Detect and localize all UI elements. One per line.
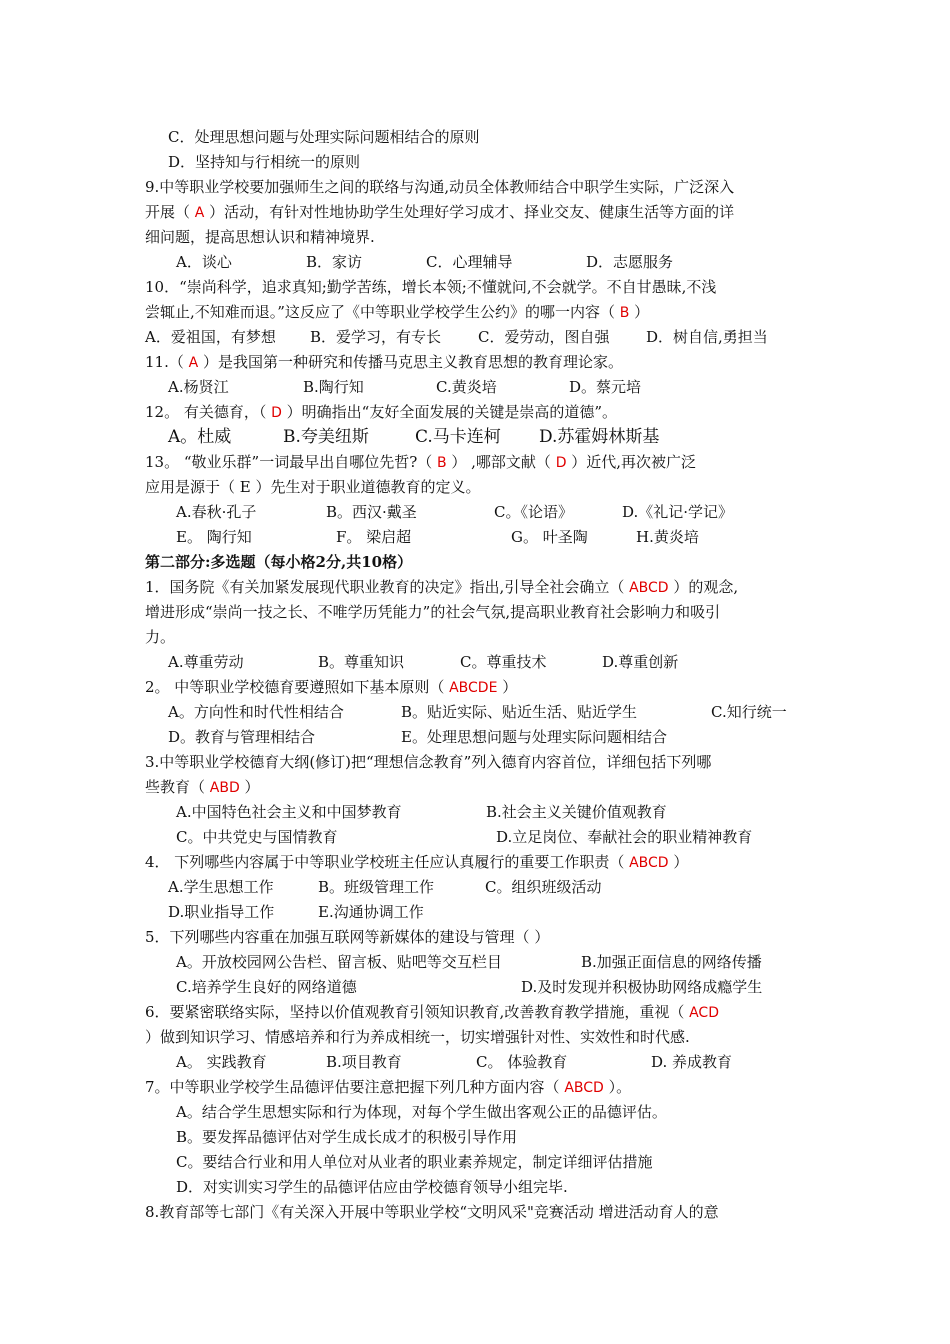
q9-stem-line3: 细问题，提高思想认识和精神境界. — [145, 228, 375, 246]
m6-options: A。 实践教育 B.项目教育 C。 体验教育 D. 养成教育 — [176, 1053, 733, 1071]
m7-option-b: B。要发挥品德评估对学生成长成才的积极引导作用 — [176, 1128, 518, 1146]
m8-stem-line1: 8.教育部等七部门《有关深入开展中等职业学校“文明风采"竞赛活动 增进活动育人的意 — [145, 1203, 719, 1221]
q13-options-row2: E。 陶行知 F。 梁启超 G。 叶圣陶 H.黄炎培 — [176, 528, 699, 546]
m2-stem: 2。 中等职业学校德育要遵照如下基本原则（ ABCDE ） — [145, 678, 518, 696]
m3-answer: ABD — [209, 780, 240, 796]
m2-answer: ABCDE — [449, 680, 498, 696]
q9-stem-line1: 9.中等职业学校要加强师生之间的联络与沟通,动员全体教师结合中职学生实际，广泛深入 — [145, 178, 735, 196]
m7-option-d: D．对实训实习学生的品德评估应由学校德育领导小组完毕. — [176, 1178, 568, 1196]
m1-answer: ABCD — [629, 580, 669, 596]
q10-options: A．爱祖国，有梦想 B．爱学习，有专长 C．爱劳动，图自强 D．树自信,勇担当 — [145, 328, 768, 346]
q11-options: A.杨贤江 B.陶行知 C.黄炎培 D。蔡元培 — [168, 378, 642, 396]
m5-options-row1: A。开放校园网公告栏、留言板、贴吧等交互栏目 B.加强正面信息的网络传播 — [176, 953, 762, 971]
m4-stem: 4． 下列哪些内容属于中等职业学校班主任应认真履行的重要工作职责（ ABCD ） — [145, 853, 689, 871]
m4-options-row1: A.学生思想工作 B。班级管理工作 C。组织班级活动 — [168, 878, 602, 896]
q13-answer-2: D — [555, 455, 567, 471]
m1-options: A.尊重劳动 B。尊重知识 C。尊重技术 D.尊重创新 — [168, 653, 679, 671]
q11-answer: A — [188, 355, 199, 371]
m7-answer: ABCD — [564, 1080, 604, 1096]
section-heading: 第二部分:多选题（每小格2分,共10格） — [145, 553, 413, 571]
q9-answer: A — [194, 205, 205, 221]
m3-options-row1: A.中国特色社会主义和中国梦教育 B.社会主义关键价值观教育 — [176, 803, 667, 821]
m7-option-c: C。要结合行业和用人单位对从业者的职业素养规定，制定详细评估措施 — [176, 1153, 653, 1171]
q9-options: A．谈心 B．家访 C．心理辅导 D．志愿服务 — [176, 253, 674, 271]
q9-stem-line2: 开展（ A ）活动，有针对性地协助学生处理好学习成才、择业交友、健康生活等方面的详 — [145, 203, 735, 221]
q13-stem-line2: 应用是源于（ E ）先生对于职业道德教育的定义。 — [145, 478, 481, 496]
q8-option-c: C．处理思想问题与处理实际问题相结合的原则 — [168, 128, 480, 146]
m3-stem-line2: 些教育（ ABD ） — [145, 778, 260, 796]
m7-stem: 7。中等职业学校学生品德评估要注意把握下列几种方面内容（ ABCD ）。 — [145, 1078, 632, 1096]
m6-answer: ACD — [689, 1005, 719, 1021]
q13-stem-line1: 13。 “敬业乐群”一词最早出自哪位先哲?（ B ） ,哪部文献（ D ）近代,再次被广泛 — [145, 453, 697, 471]
m2-options-row1: A。方向性和时代性相结合 B。贴近实际、贴近生活、贴近学生 C.知行统一 — [168, 703, 787, 721]
q10-stem-line1: 10．“崇尚科学，追求真知;勤学苦练，增长本领;不懂就问,不会就学。不自甘愚昧,不浅 — [145, 278, 717, 296]
q8-option-d: D．坚持知与行相统一的原则 — [168, 153, 361, 171]
m1-stem-line1: 1．国务院《有关加紧发展现代职业教育的决定》指出,引导全社会确立（ ABCD ）的观念, — [145, 578, 739, 596]
m3-stem-line1: 3.中等职业学校德育大纲(修订)把“理想信念教育”列入德育内容首位，详细包括下列哪 — [145, 753, 712, 771]
m4-answer: ABCD — [629, 855, 669, 871]
m3-options-row2: C。中共党史与国情教育 D.立足岗位、奉献社会的职业精神教育 — [176, 828, 753, 846]
m1-stem-line2: 增进形成“崇尚一技之长、不唯学历凭能力”的社会气氛,提高职业教育社会影响力和吸引 — [145, 603, 721, 621]
q10-answer: B — [619, 305, 630, 321]
m6-stem-line2: ）做到知识学习、情感培养和行为养成相统一，切实增强针对性、实效性和时代感. — [145, 1028, 690, 1046]
q11-stem: 11.（ A ）是我国第一种研究和传播马克思主义教育思想的教育理论家。 — [145, 353, 623, 371]
m4-options-row2: D.职业指导工作 E.沟通协调工作 — [168, 903, 424, 921]
m2-options-row2: D。教育与管理相结合 E。处理思想问题与处理实际问题相结合 — [168, 728, 667, 746]
m6-stem-line1: 6．要紧密联络实际，坚持以价值观教育引领知识教育,改善教育教学措施，重视（ ACD — [145, 1003, 719, 1021]
m1-stem-line3: 力。 — [145, 628, 176, 646]
q13-options-row1: A.春秋·孔子 B。西汉·戴圣 C。《论语》 D.《礼记·学记》 — [176, 503, 734, 521]
q12-stem: 12。 有关德育，（ D ）明确指出“友好全面发展的关键是崇高的道德”。 — [145, 403, 618, 421]
m5-stem: 5．下列哪些内容重在加强互联网等新媒体的建设与管理（ ） — [145, 928, 550, 946]
q10-stem-line2: 尝辄止,不知难而退。”这反应了《中等职业学校学生公约》的哪一内容（ B ） — [145, 303, 650, 321]
q12-answer: D — [271, 405, 282, 421]
q13-answer-1: B — [437, 455, 447, 471]
m5-options-row2: C.培养学生良好的网络道德 D.及时发现并积极协助网络成瘾学生 — [176, 978, 763, 996]
q12-options: A。杜威 B.夸美纽斯 C.马卡连柯 D.苏霍姆林斯基 — [168, 427, 660, 447]
m7-option-a: A。结合学生思想实际和行为体现，对每个学生做出客观公正的品德评估。 — [176, 1103, 667, 1121]
